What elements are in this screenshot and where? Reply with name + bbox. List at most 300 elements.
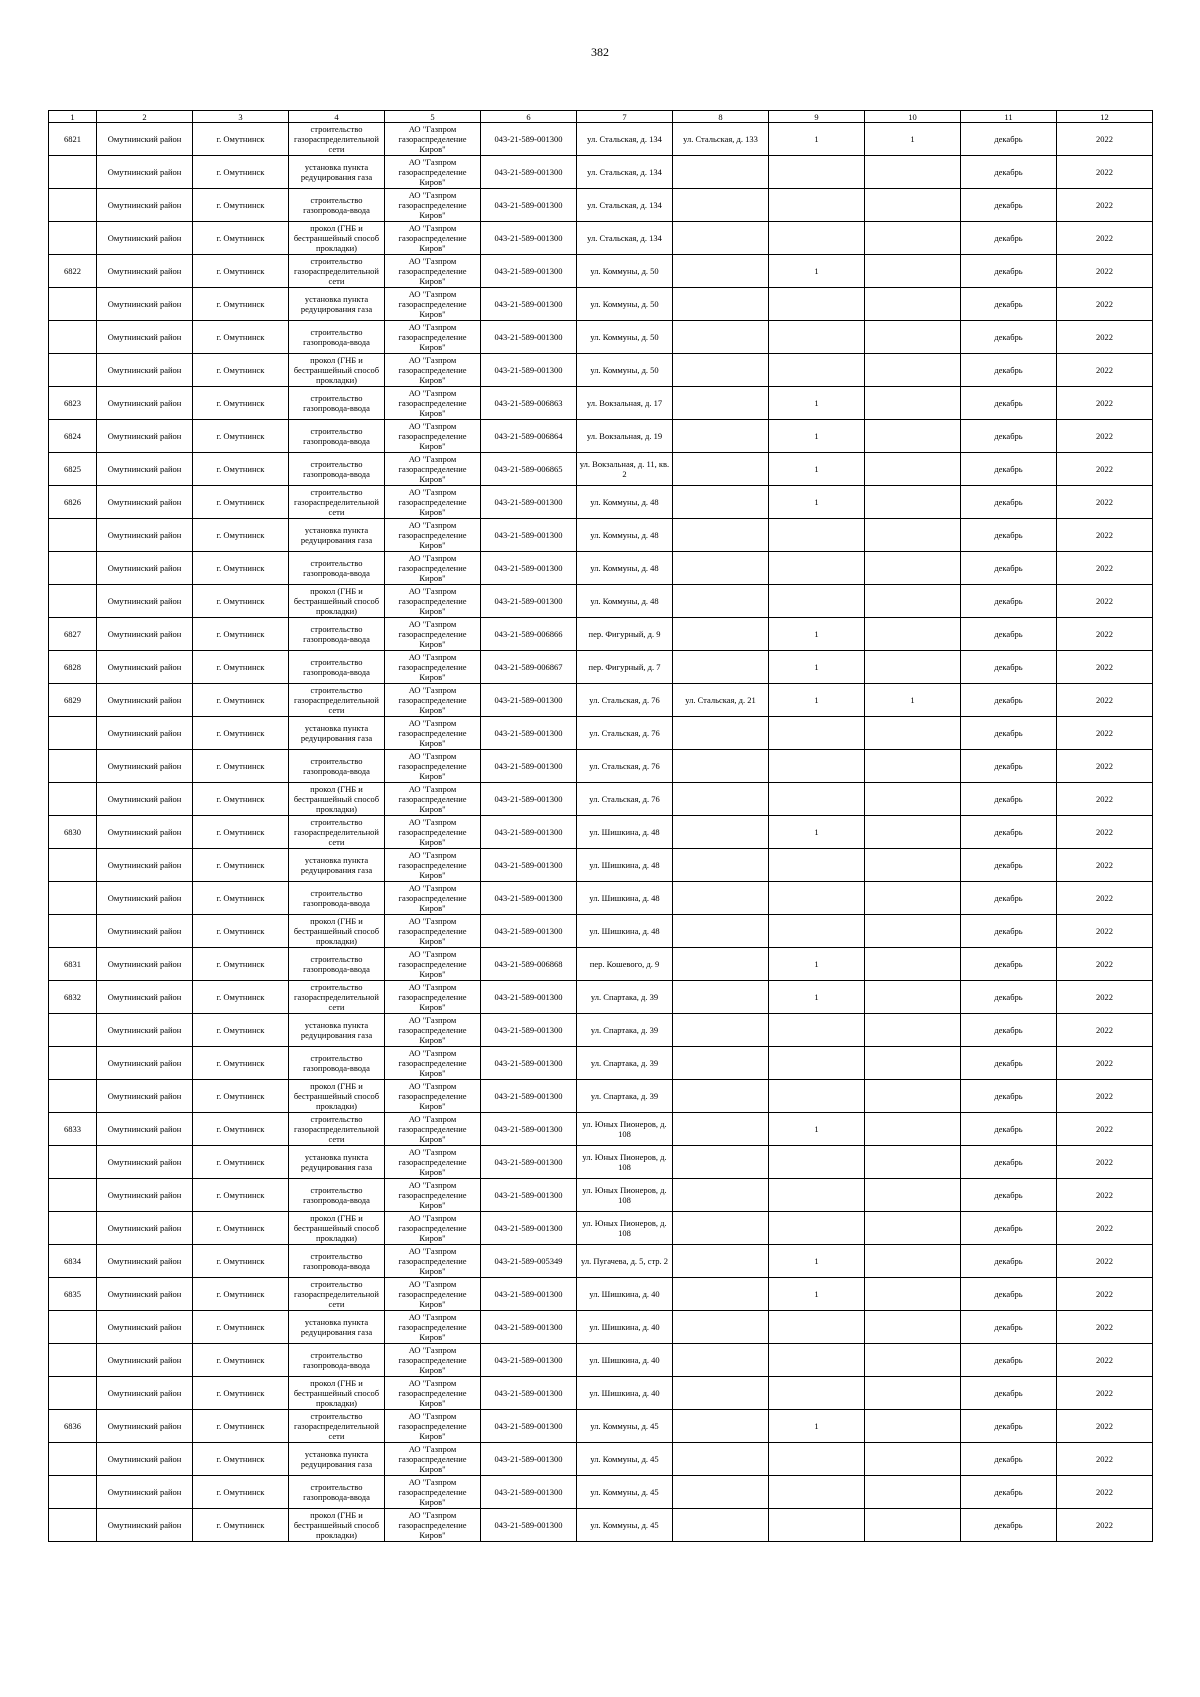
table-cell-col-12 xyxy=(1057,189,1153,222)
cell-text: АО "Газпром газораспределение Киров" xyxy=(398,1246,467,1276)
cell-text: декабрь xyxy=(994,299,1023,309)
cell-text: 043-21-589-006863 xyxy=(494,398,563,408)
table-cell-col-8 xyxy=(673,1179,769,1212)
cell-text xyxy=(866,321,959,353)
cell-text: г. Омутнинск xyxy=(216,662,265,672)
table-cell-col-11 xyxy=(961,156,1057,189)
table-cell-col-9 xyxy=(769,354,865,387)
cell-text: ул. Шишкина, д. 48 xyxy=(589,860,660,870)
table-cell-col-2 xyxy=(97,321,193,354)
cell-text: 1 xyxy=(814,662,819,672)
cell-text: 043-21-589-001300 xyxy=(494,299,563,309)
cell-text: г. Омутнинск xyxy=(216,1058,265,1068)
column-number-row xyxy=(49,111,1153,123)
table-cell-col-5 xyxy=(385,519,481,552)
table-cell-col-4 xyxy=(289,255,385,288)
table-cell-col-10 xyxy=(865,1245,961,1278)
table-cell-col-5 xyxy=(385,453,481,486)
cell-text: строительство газопровода-ввода xyxy=(303,657,370,677)
cell-text: г. Омутнинск xyxy=(216,1454,265,1464)
table-cell-col-1 xyxy=(49,1476,97,1509)
table-cell-col-7 xyxy=(577,1410,673,1443)
cell-text: декабрь xyxy=(994,530,1023,540)
table-cell-col-4 xyxy=(289,1476,385,1509)
cell-text xyxy=(866,1245,959,1277)
table-cell-col-9 xyxy=(769,519,865,552)
cell-text: 1 xyxy=(814,992,819,1002)
cell-text: Омутнинский район xyxy=(107,1454,182,1464)
cell-text: ул. Юных Пионеров, д. 108 xyxy=(582,1218,667,1238)
cell-text xyxy=(674,849,767,881)
table-cell-col-6 xyxy=(481,585,577,618)
cell-text: 043-21-589-001300 xyxy=(494,1421,563,1431)
table-cell-col-9 xyxy=(769,1377,865,1410)
table-cell-col-7 xyxy=(577,552,673,585)
table-cell-col-3 xyxy=(193,1113,289,1146)
cell-text: 1 xyxy=(910,695,915,705)
table-cell-col-2 xyxy=(97,1476,193,1509)
cell-text: Омутнинский район xyxy=(107,431,182,441)
cell-text xyxy=(770,1311,863,1343)
cell-text: г. Омутнинск xyxy=(216,398,265,408)
table-cell-col-3 xyxy=(193,783,289,816)
cell-text: 2022 xyxy=(1096,431,1113,441)
cell-text xyxy=(674,552,767,584)
cell-text: ул. Коммуны, д. 50 xyxy=(590,365,659,375)
table-cell-col-8 xyxy=(673,1047,769,1080)
cell-text: АО "Газпром газораспределение Киров" xyxy=(398,817,467,847)
table-cell-col-9 xyxy=(769,882,865,915)
table-cell-col-12 xyxy=(1057,1311,1153,1344)
cell-text: 2022 xyxy=(1096,1157,1113,1167)
table-cell-col-7 xyxy=(577,1113,673,1146)
cell-text: 1 xyxy=(814,1124,819,1134)
table-cell-col-6 xyxy=(481,1014,577,1047)
table-cell-col-3 xyxy=(193,882,289,915)
table-cell-col-2 xyxy=(97,486,193,519)
table-row xyxy=(49,1146,1153,1179)
cell-text xyxy=(50,1509,95,1541)
cell-text: 6835 xyxy=(64,1289,81,1299)
cell-text: 6822 xyxy=(64,266,81,276)
table-cell-col-2 xyxy=(97,519,193,552)
table-cell-col-12 xyxy=(1057,1146,1153,1179)
table-cell-col-4 xyxy=(289,354,385,387)
table-cell-col-4 xyxy=(289,882,385,915)
cell-text: г. Омутнинск xyxy=(216,860,265,870)
table-cell-col-10 xyxy=(865,915,961,948)
cell-text: 043-21-589-001300 xyxy=(494,167,563,177)
table-cell-col-9 xyxy=(769,849,865,882)
table-cell-col-7 xyxy=(577,1311,673,1344)
cell-text: 043-21-589-001300 xyxy=(494,1454,563,1464)
table-cell-col-11 xyxy=(961,717,1057,750)
table-cell-col-9 xyxy=(769,1344,865,1377)
table-cell-col-11 xyxy=(961,486,1057,519)
table-cell-col-3 xyxy=(193,1179,289,1212)
table-cell-col-6 xyxy=(481,948,577,981)
cell-text: 043-21-589-001300 xyxy=(494,1355,563,1365)
cell-text: 2022 xyxy=(1096,332,1113,342)
table-cell-col-2 xyxy=(97,1443,193,1476)
cell-text xyxy=(50,1179,95,1211)
table-cell-col-9 xyxy=(769,1278,865,1311)
cell-text: Омутнинский район xyxy=(107,1091,182,1101)
cell-text xyxy=(674,1311,767,1343)
table-cell-col-6 xyxy=(481,816,577,849)
cell-text: АО "Газпром газораспределение Киров" xyxy=(398,1444,467,1474)
table-cell-col-11 xyxy=(961,882,1057,915)
table-cell-col-4 xyxy=(289,222,385,255)
table-cell-col-10 xyxy=(865,882,961,915)
cell-text: АО "Газпром газораспределение Киров" xyxy=(398,1147,467,1177)
table-cell-col-5 xyxy=(385,255,481,288)
table-cell-col-9 xyxy=(769,1014,865,1047)
cell-text: г. Омутнинск xyxy=(216,563,265,573)
table-cell-col-11 xyxy=(961,1278,1057,1311)
cell-text: Омутнинский район xyxy=(107,1157,182,1167)
cell-text: АО "Газпром газораспределение Киров" xyxy=(398,751,467,781)
table-cell-col-11 xyxy=(961,981,1057,1014)
table-cell-col-6 xyxy=(481,420,577,453)
cell-text: АО "Газпром газораспределение Киров" xyxy=(398,685,467,715)
table-cell-col-5 xyxy=(385,321,481,354)
table-cell-col-10 xyxy=(865,123,961,156)
cell-text: 1 xyxy=(814,959,819,969)
table-cell-col-10 xyxy=(865,1014,961,1047)
cell-text: 6827 xyxy=(64,629,81,639)
cell-text: Омутнинский район xyxy=(107,1025,182,1035)
table-cell-col-5 xyxy=(385,684,481,717)
table-cell-col-5 xyxy=(385,717,481,750)
cell-text: ул. Коммуны, д. 48 xyxy=(590,596,659,606)
cell-text xyxy=(770,915,863,947)
table-cell-col-5 xyxy=(385,189,481,222)
cell-text: Омутнинский район xyxy=(107,1223,182,1233)
cell-text xyxy=(674,156,767,188)
cell-text xyxy=(674,1146,767,1178)
table-cell-col-3 xyxy=(193,816,289,849)
table-row xyxy=(49,1047,1153,1080)
cell-text: г. Омутнинск xyxy=(216,1091,265,1101)
cell-text: ул. Шишкина, д. 40 xyxy=(589,1355,660,1365)
cell-text: декабрь xyxy=(994,794,1023,804)
cell-text: АО "Газпром газораспределение Киров" xyxy=(398,652,467,682)
cell-text: 2022 xyxy=(1096,398,1113,408)
cell-text xyxy=(50,519,95,551)
cell-text: 6830 xyxy=(64,827,81,837)
table-cell-col-7 xyxy=(577,750,673,783)
cell-text: 043-21-589-001300 xyxy=(494,233,563,243)
table-cell-col-5 xyxy=(385,1509,481,1542)
cell-text: АО "Газпром газораспределение Киров" xyxy=(398,1510,467,1540)
table-cell-col-7 xyxy=(577,1080,673,1113)
cell-text xyxy=(50,354,95,386)
table-cell-col-4 xyxy=(289,684,385,717)
table-cell-col-1 xyxy=(49,1443,97,1476)
table-cell-col-2 xyxy=(97,288,193,321)
cell-text: АО "Газпром газораспределение Киров" xyxy=(398,784,467,814)
table-cell-col-5 xyxy=(385,1377,481,1410)
cell-text xyxy=(770,1443,863,1475)
cell-text: АО "Газпром газораспределение Киров" xyxy=(398,190,467,220)
table-row xyxy=(49,1377,1153,1410)
cell-text: 043-21-589-006866 xyxy=(494,629,563,639)
table-cell-col-9 xyxy=(769,156,865,189)
table-cell-col-8 xyxy=(673,354,769,387)
cell-text xyxy=(866,1410,959,1442)
cell-text: ул. Стальская, д. 134 xyxy=(587,134,662,144)
table-cell-col-8 xyxy=(673,1476,769,1509)
cell-text xyxy=(866,882,959,914)
cell-text: 043-21-589-001300 xyxy=(494,695,563,705)
table-cell-col-8 xyxy=(673,189,769,222)
table-cell-col-11 xyxy=(961,816,1057,849)
column-number-6: 6 xyxy=(481,111,577,123)
table-cell-col-12 xyxy=(1057,816,1153,849)
cell-text: ул. Пугачева, д. 5, стр. 2 xyxy=(580,1256,669,1266)
cell-text: Омутнинский район xyxy=(107,662,182,672)
cell-text: г. Омутнинск xyxy=(216,1157,265,1167)
table-cell-col-12 xyxy=(1057,453,1153,486)
cell-text: АО "Газпром газораспределение Киров" xyxy=(398,388,467,418)
cell-text: строительство газопровода-ввода xyxy=(303,756,370,776)
table-cell-col-3 xyxy=(193,651,289,684)
cell-text: 2022 xyxy=(1096,1388,1113,1398)
cell-text: 2022 xyxy=(1096,860,1113,870)
table-cell-col-1 xyxy=(49,288,97,321)
table-cell-col-3 xyxy=(193,222,289,255)
table-cell-col-7 xyxy=(577,816,673,849)
table-cell-col-2 xyxy=(97,816,193,849)
cell-text: Омутнинский район xyxy=(107,497,182,507)
cell-text: ул. Коммуны, д. 45 xyxy=(590,1454,659,1464)
cell-text: Омутнинский район xyxy=(107,629,182,639)
table-cell-col-8 xyxy=(673,750,769,783)
table-cell-col-2 xyxy=(97,1146,193,1179)
table-cell-col-4 xyxy=(289,1080,385,1113)
table-cell-col-7 xyxy=(577,486,673,519)
table-cell-col-3 xyxy=(193,915,289,948)
table-cell-col-8 xyxy=(673,156,769,189)
cell-text: декабрь xyxy=(994,497,1023,507)
table-cell-col-2 xyxy=(97,882,193,915)
table-cell-col-4 xyxy=(289,849,385,882)
cell-text xyxy=(866,387,959,419)
cell-text: декабрь xyxy=(994,365,1023,375)
table-cell-col-7 xyxy=(577,882,673,915)
cell-text: 6829 xyxy=(64,695,81,705)
page-number: 382 xyxy=(591,45,609,59)
cell-text xyxy=(674,717,767,749)
cell-text: ул. Коммуны, д. 45 xyxy=(590,1520,659,1530)
cell-text: г. Омутнинск xyxy=(216,761,265,771)
cell-text: декабрь xyxy=(994,1421,1023,1431)
cell-text xyxy=(770,1080,863,1112)
cell-text: 6826 xyxy=(64,497,81,507)
cell-text: г. Омутнинск xyxy=(216,530,265,540)
table-cell-col-7 xyxy=(577,1014,673,1047)
table-cell-col-12 xyxy=(1057,1344,1153,1377)
table-cell-col-3 xyxy=(193,1476,289,1509)
table-cell-col-7 xyxy=(577,717,673,750)
table-cell-col-1 xyxy=(49,948,97,981)
cell-text: Омутнинский район xyxy=(107,464,182,474)
table-cell-col-10 xyxy=(865,1146,961,1179)
table-cell-col-4 xyxy=(289,321,385,354)
table-cell-col-5 xyxy=(385,486,481,519)
table-cell-col-10 xyxy=(865,1080,961,1113)
table-cell-col-12 xyxy=(1057,1278,1153,1311)
table-cell-col-8 xyxy=(673,1377,769,1410)
cell-text: г. Омутнинск xyxy=(216,1025,265,1035)
cell-text: строительство газопровода-ввода xyxy=(303,1251,370,1271)
table-cell-col-2 xyxy=(97,1047,193,1080)
table-cell-col-12 xyxy=(1057,321,1153,354)
cell-text: 043-21-589-001300 xyxy=(494,827,563,837)
table-cell-col-4 xyxy=(289,618,385,651)
cell-text: декабрь xyxy=(994,1520,1023,1530)
table-cell-col-5 xyxy=(385,783,481,816)
column-number-7: 7 xyxy=(577,111,673,123)
cell-text xyxy=(674,1476,767,1508)
cell-text: Омутнинский район xyxy=(107,1289,182,1299)
cell-text: 1 xyxy=(814,134,819,144)
table-cell-col-12 xyxy=(1057,1014,1153,1047)
cell-text: АО "Газпром газораспределение Киров" xyxy=(398,1378,467,1408)
cell-text: 043-21-589-001300 xyxy=(494,1223,563,1233)
table-cell-col-1 xyxy=(49,453,97,486)
cell-text: Омутнинский район xyxy=(107,1190,182,1200)
table-cell-col-3 xyxy=(193,1443,289,1476)
cell-text xyxy=(674,222,767,254)
table-cell-col-10 xyxy=(865,1311,961,1344)
table-cell-col-7 xyxy=(577,915,673,948)
table-row xyxy=(49,1212,1153,1245)
cell-text: ул. Стальская, д. 133 xyxy=(683,134,758,144)
cell-text: декабрь xyxy=(994,1487,1023,1497)
cell-text: 2022 xyxy=(1096,959,1113,969)
cell-text xyxy=(50,1344,95,1376)
table-row xyxy=(49,1278,1153,1311)
cell-text: г. Омутнинск xyxy=(216,233,265,243)
table-cell-col-3 xyxy=(193,189,289,222)
table-row xyxy=(49,651,1153,684)
cell-text: 043-21-589-001300 xyxy=(494,1124,563,1134)
cell-text: г. Омутнинск xyxy=(216,1190,265,1200)
table-cell-col-6 xyxy=(481,651,577,684)
table-row xyxy=(49,1410,1153,1443)
cell-text: 043-21-589-001300 xyxy=(494,497,563,507)
table-cell-col-5 xyxy=(385,882,481,915)
cell-text: Омутнинский район xyxy=(107,926,182,936)
table-cell-col-5 xyxy=(385,651,481,684)
table-cell-col-10 xyxy=(865,750,961,783)
table-cell-col-7 xyxy=(577,849,673,882)
table-cell-col-9 xyxy=(769,585,865,618)
cell-text xyxy=(770,156,863,188)
cell-text xyxy=(866,420,959,452)
table-cell-col-7 xyxy=(577,1377,673,1410)
cell-text: установка пункта редуцирования газа xyxy=(300,1449,373,1469)
cell-text xyxy=(866,783,959,815)
table-cell-col-12 xyxy=(1057,1377,1153,1410)
table-cell-col-12 xyxy=(1057,1410,1153,1443)
table-cell-col-9 xyxy=(769,222,865,255)
table-cell-col-4 xyxy=(289,486,385,519)
table-cell-col-8 xyxy=(673,1212,769,1245)
table-cell-col-7 xyxy=(577,519,673,552)
table-cell-col-8 xyxy=(673,453,769,486)
cell-text: Омутнинский район xyxy=(107,1355,182,1365)
table-cell-col-8 xyxy=(673,915,769,948)
cell-text: декабрь xyxy=(994,464,1023,474)
table-cell-col-10 xyxy=(865,288,961,321)
cell-text: Омутнинский район xyxy=(107,398,182,408)
cell-text xyxy=(50,717,95,749)
table-cell-col-12 xyxy=(1057,222,1153,255)
table-cell-col-8 xyxy=(673,552,769,585)
cell-text: строительство газораспределительной сети xyxy=(294,817,379,847)
table-cell-col-1 xyxy=(49,1047,97,1080)
cell-text xyxy=(674,1212,767,1244)
cell-text: установка пункта редуцирования газа xyxy=(300,162,373,182)
table-cell-col-2 xyxy=(97,387,193,420)
cell-text: г. Омутнинск xyxy=(216,794,265,804)
table-cell-col-3 xyxy=(193,1410,289,1443)
cell-text: 2022 xyxy=(1096,266,1113,276)
cell-text: 2022 xyxy=(1096,563,1113,573)
cell-text: г. Омутнинск xyxy=(216,926,265,936)
cell-text: 2022 xyxy=(1096,1487,1113,1497)
table-cell-col-6 xyxy=(481,1179,577,1212)
table-cell-col-7 xyxy=(577,453,673,486)
table-cell-col-7 xyxy=(577,1278,673,1311)
cell-text xyxy=(770,849,863,881)
table-row xyxy=(49,1245,1153,1278)
cell-text xyxy=(866,1377,959,1409)
table-cell-col-7 xyxy=(577,783,673,816)
table-cell-col-10 xyxy=(865,684,961,717)
table-cell-col-12 xyxy=(1057,1443,1153,1476)
cell-text: Омутнинский район xyxy=(107,530,182,540)
table-cell-col-6 xyxy=(481,750,577,783)
table-cell-col-4 xyxy=(289,1377,385,1410)
table-cell-col-5 xyxy=(385,1113,481,1146)
cell-text xyxy=(674,783,767,815)
cell-text: строительство газораспределительной сети xyxy=(294,982,379,1012)
table-cell-col-12 xyxy=(1057,1080,1153,1113)
cell-text: ул. Шишкина, д. 40 xyxy=(589,1289,660,1299)
table-cell-col-5 xyxy=(385,1245,481,1278)
column-number-12: 12 xyxy=(1057,111,1153,123)
table-cell-col-11 xyxy=(961,1509,1057,1542)
cell-text: ул. Стальская, д. 21 xyxy=(685,695,756,705)
cell-text xyxy=(866,1311,959,1343)
cell-text: прокол (ГНБ и бестраншейный способ прокладки) xyxy=(293,586,380,616)
table-cell-col-10 xyxy=(865,453,961,486)
cell-text: строительство газораспределительной сети xyxy=(294,256,379,286)
cell-text: декабрь xyxy=(994,1157,1023,1167)
table-cell-col-9 xyxy=(769,387,865,420)
table-cell-col-12 xyxy=(1057,519,1153,552)
cell-text: г. Омутнинск xyxy=(216,497,265,507)
cell-text: ул. Шишкина, д. 40 xyxy=(589,1388,660,1398)
table-cell-col-9 xyxy=(769,1410,865,1443)
cell-text: декабрь xyxy=(994,1058,1023,1068)
table-row xyxy=(49,783,1153,816)
cell-text: АО "Газпром газораспределение Киров" xyxy=(398,1048,467,1078)
